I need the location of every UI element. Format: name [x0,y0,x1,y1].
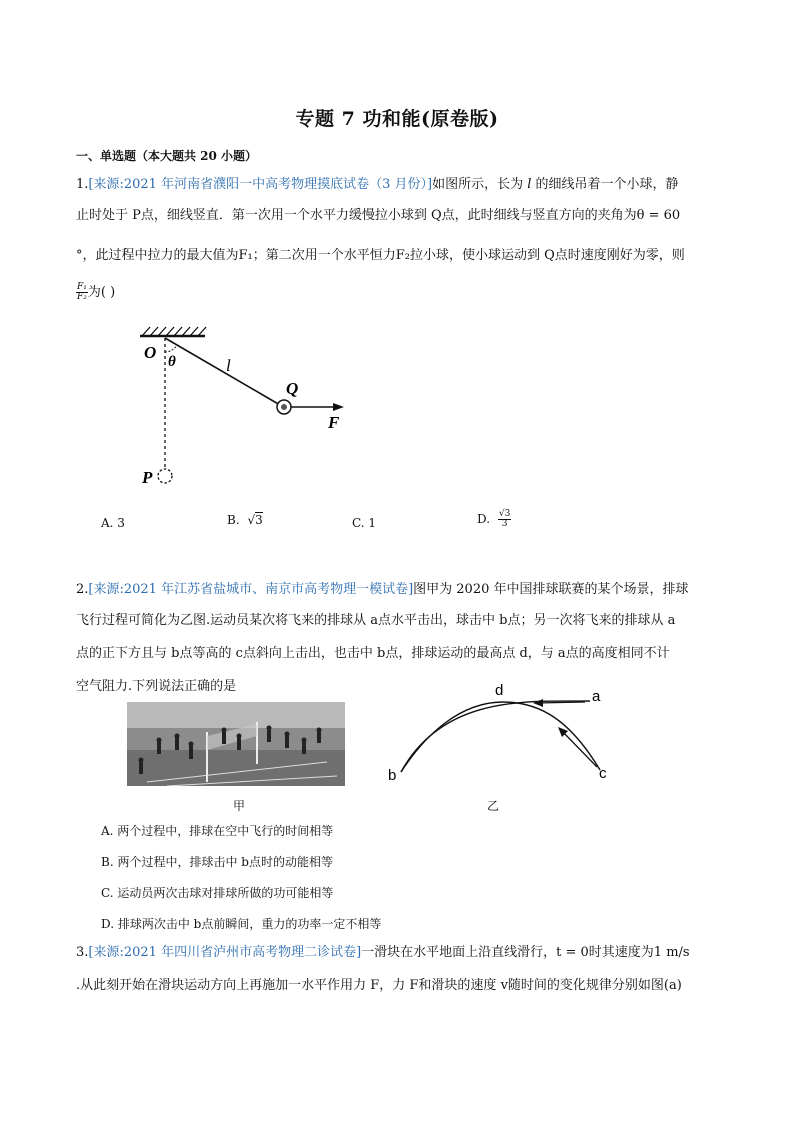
fraction-numerator: F₁ [77,282,87,292]
label-q: Q [286,379,299,398]
question-1-line-4 [76,283,115,302]
string-line [165,338,280,405]
option-a[interactable]: A. 3 [101,516,125,530]
caption-jia: 甲 [233,799,246,813]
option-d[interactable] [477,510,511,529]
fraction-numerator: √3 [498,509,511,519]
fraction-denominator: F₂ [77,292,87,302]
label-a: a [592,688,601,705]
fraction-denominator: 3 [501,519,508,529]
ball-q-core [281,404,287,410]
label-l: l [226,356,231,375]
trajectory-diagram [385,680,620,786]
option-b[interactable]: B. 两个过程中，排球击中 b点时的动能相等 [101,855,333,869]
option-letter: B. [227,513,240,527]
ceiling-hatch [142,327,206,336]
question-1-line-2: 止时处于 P点，细线竖直．第一次用一个水平力缓慢拉小球到 Q点，此时细线与竖直方向的夹角为θ = 60 [76,208,681,223]
photo-backdrop [127,702,345,728]
caption-yi: 乙 [487,799,500,813]
volleyball-photo-art [127,702,345,786]
variable-l: l [527,177,532,192]
question-1-line-3: °，此过程中拉力的最大值为F₁；第二次用一个水平恒力F₂拉小球，使小球运动到 Q点时速度刚好为零，则 [76,248,685,263]
question-source: [来源:2021 年江苏省盐城市、南京市高考物理一模试卷] [88,582,414,597]
question-text: 图甲为 2020 年中国排球联赛的某个场景，排球 [413,582,689,597]
incoming-arrow-a-shaft [537,702,585,703]
label-o: O [144,343,157,362]
option-b[interactable] [227,513,263,527]
section-heading: 一、单选题（本大题共 20 小题） [76,149,258,163]
force-arrow-head [333,403,344,411]
question-2-line-2: 飞行过程可简化为乙图.运动员某次将飞来的排球从 a点水平击出，球击中 b点；另一次将飞来的排球从 a [76,613,676,628]
option-d[interactable]: D. 排球两次击中 b点前瞬间，重力的功率一定不相等 [101,917,382,931]
option-c[interactable]: C. 1 [352,516,377,530]
question-ask: 为( ) [87,285,116,300]
question-text: 一滑块在水平地面上沿直线滑行，t = 0时其速度为1 m/s [361,945,690,960]
question-3-line-1 [76,944,690,962]
question-2-line-1 [76,581,689,599]
label-d: d [495,682,504,699]
question-text: 如图所示，长为 [432,177,528,192]
sqrt-symbol: √ [247,513,256,527]
option-c[interactable]: C. 运动员两次击球对排球所做的功可能相等 [101,886,334,900]
question-number: 1. [76,177,89,192]
incoming-arrow-c-shaft [561,730,597,767]
question-2-line-3: 点的正下方且与 b点等高的 c点斜向上击出，也击中 b点，排球运动的最高点 d，与 a点的高度相同不计 [76,646,670,661]
option-letter: D. [477,512,491,526]
question-source: [来源:2021 年四川省泸州市高考物理二诊试卷] [88,945,362,960]
incoming-arrow-a-head [533,699,543,707]
question-1-line-1 [76,176,679,194]
label-p: P [142,468,153,487]
question-3-line-2: .从此刻开始在滑块运动方向上再施加一水平作用力 F，力 F和滑块的速度 v随时间的变化规律分别如图(a) [76,978,682,993]
question-number: 3. [76,945,89,960]
question-2-line-4: 空气阻力.下列说法正确的是 [76,679,237,694]
label-theta: θ [168,354,176,370]
angle-arc [165,345,177,352]
trajectory-c-to-b [401,702,600,772]
option-d-fraction [498,510,511,529]
fraction-f1-f2 [76,283,88,302]
page-title: 专题 7 功和能(原卷版) [295,108,499,130]
label-f: F [328,413,340,432]
question-text: 的细线吊着一个小球，静 [531,177,679,192]
volleyball-photo [127,702,345,786]
pendulum-diagram [130,322,360,492]
option-a[interactable]: A. 两个过程中，排球在空中飞行的时间相等 [101,824,334,838]
ball-p-dashed [158,469,172,483]
label-b: b [388,767,397,784]
question-number: 2. [76,582,89,597]
question-source: [来源:2021 年河南省濮阳一中高考物理摸底试卷（3 月份）] [88,177,433,192]
option-b-value: 3 [255,513,263,527]
label-c: c [599,765,607,782]
